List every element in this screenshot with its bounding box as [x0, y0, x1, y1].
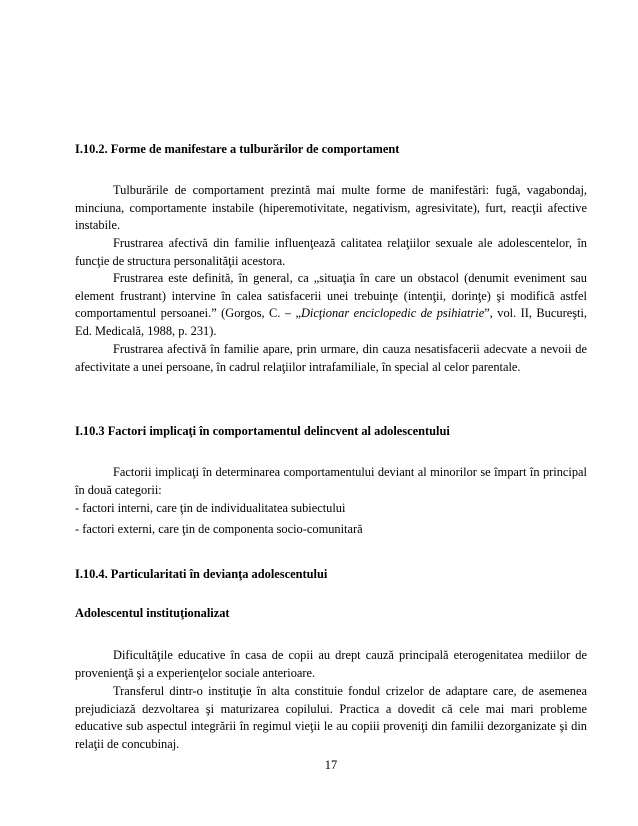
definition-text: Frustrarea este definită, în general, ca „situaţia în care un obstacol (denumit eveniment sau element frustrant) intervine în calea satisfacerii unei trebuinţe (intenţii, dorinţe) şi modifică astfel comportamentul persoanei.” (Gorgos, C. – „ [75, 271, 587, 321]
paragraph-factors-intro: Factorii implicaţi în determinarea comportamentului deviant al minorilor se împart în principal în două categorii: [75, 465, 587, 497]
paragraph-institutional-transfer: Transferul dintr-o instituţie în alta constituie fondul crizelor de adaptare care, de asemenea prejudiciază dezvoltarea şi maturizarea copilului. Practica a dovedit că cele mai mari probleme educative sub aspectul integrării în regimul vieţii le au copiii proveniţi din familii dezorganizate şi din relaţii de concubinaj. [75, 684, 587, 751]
section-heading-10-3: I.10.3 Factori implicaţi în comportamentul delincvent al adolescentului [75, 424, 450, 438]
paragraph-forms-of-manifestation: Tulburările de comportament prezintă mai multe forme de manifestări: fugă, vagabondaj, minciuna, comportamente instabile (hiperemotivitate, negativism, agresivitate), furt, reacţii afective instabile. [75, 183, 587, 233]
paragraph-affective-frustration: Frustrarea afectivă din familie influenţează calitatea relaţiilor sexuale ale adolescentelor, în funcţie de structura personalităţii acestora. [75, 236, 587, 268]
subheading-institutionalized-adolescent: Adolescentul instituţionalizat [75, 606, 230, 620]
dictionary-title: Dicţionar enciclopedic de psihiatrie [300, 306, 485, 321]
section-heading-10-4: I.10.4. Particularitati în devianţa adolescentului [75, 567, 328, 581]
paragraph-family-frustration: Frustrarea afectivă în familie apare, prin urmare, din cauza nesatisfacerii adecvate a nevoii de afectivitate a unei persoane, în cadrul relaţiilor intrafamiliale, în special al celor parentale. [75, 342, 587, 374]
section-heading-10-2: I.10.2. Forme de manifestare a tulburărilor de comportament [75, 142, 400, 156]
page-number: 17 [324, 758, 338, 772]
document-page [75, 0, 587, 826]
list-item-internal-factors: - factori interni, care ţin de individualitatea subiectului [75, 501, 346, 515]
paragraph-educational-difficulties: Dificultăţile educative în casa de copii au drept cauză principală eterogenitatea mediilor de provenienţă şi a experienţelor sociale anterioare. [75, 648, 587, 680]
list-item-external-factors: - factori externi, care ţin de componenta socio-comunitară [75, 522, 363, 536]
citation-tail: ”, vol. II, Bucureşti, Ed. Medicală, 1988, p. 231). [75, 306, 587, 338]
paragraph-frustration-definition [75, 270, 587, 340]
